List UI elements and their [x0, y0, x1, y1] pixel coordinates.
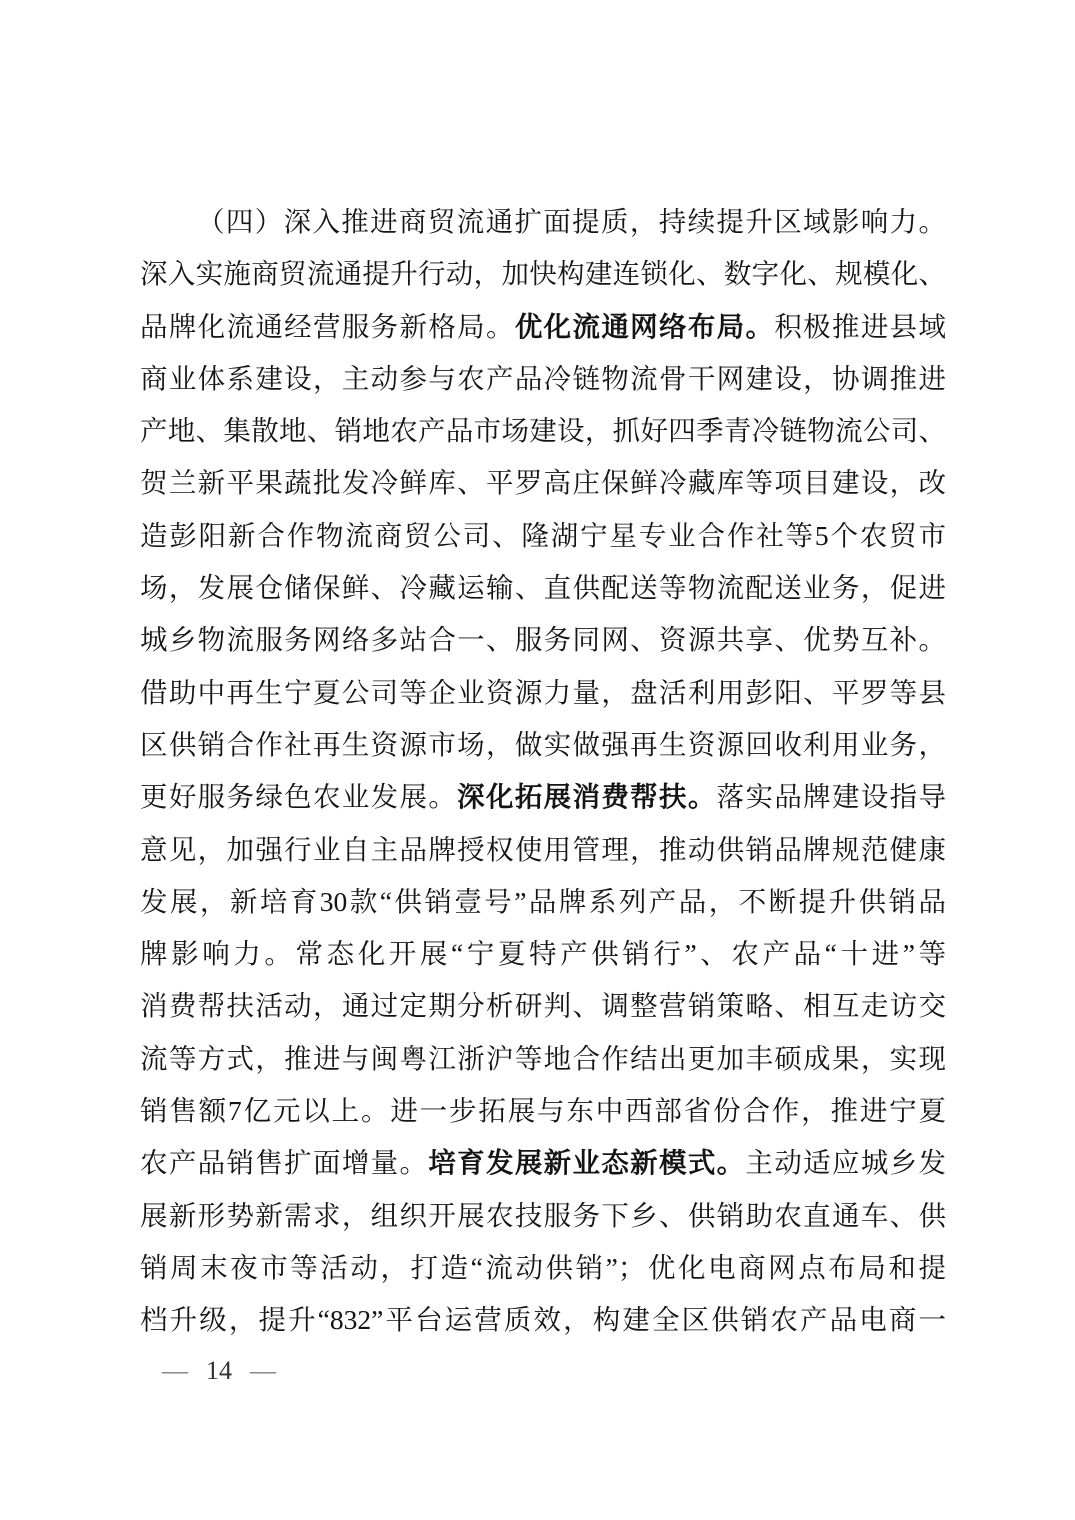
text-segment: 产地、集散地、销地农产品市场建设，抓好四季青冷链物流公司、: [140, 415, 946, 447]
body-text-line: [140, 1033, 946, 1085]
body-text-line: [140, 928, 946, 980]
body-text-line: [140, 405, 946, 457]
text-segment: 农产品销售扩面增量。: [140, 1147, 429, 1179]
body-text-line: [140, 1137, 946, 1189]
text-segment: 贺兰新平果蔬批发冷鲜库、平罗高庄保鲜冷藏库等项目建设，改: [140, 467, 946, 499]
footer-right-dash: —: [250, 1356, 276, 1385]
section-heading-line: [140, 196, 946, 248]
text-segment: 消费帮扶活动，通过定期分析研判、调整营销策略、相互走访交: [140, 990, 946, 1022]
text-segment: 城乡物流服务网络多站合一、服务同网、资源共享、优势互补。: [140, 624, 946, 656]
body-text-line: [140, 353, 946, 405]
body-text-line: [140, 301, 946, 353]
text-segment: 展新形势新需求，组织开展农技服务下乡、供销助农直通车、供: [140, 1199, 946, 1231]
body-text-line: [140, 248, 946, 300]
body-text-line: [140, 1242, 946, 1294]
body-text-line: [140, 1294, 946, 1346]
body-text-line: [140, 1085, 946, 1137]
text-segment: 销周末夜市等活动，打造“流动供销”；优化电商网点布局和提: [140, 1251, 946, 1283]
body-text-line: [140, 667, 946, 719]
text-segment: 落实品牌建设指导: [716, 781, 946, 813]
text-segment: 销售额7亿元以上。进一步拓展与东中西部省份合作，推进宁夏: [140, 1095, 946, 1127]
text-segment: 流等方式，推进与闽粤江浙沪等地合作结出更加丰硕成果，实现: [140, 1042, 946, 1074]
footer-left-dash: —: [162, 1356, 188, 1385]
text-segment: 牌影响力。常态化开展“宁夏特产供销行”、农产品“十进”等: [140, 938, 946, 970]
body-text-line: [140, 614, 946, 666]
page-footer: [162, 1351, 276, 1391]
text-segment: 场，发展仓储保鲜、冷藏运输、直供配送等物流配送业务，促进: [140, 572, 946, 604]
body-text-line: [140, 457, 946, 509]
page-number: 14: [206, 1356, 232, 1385]
text-segment: 借助中再生宁夏公司等企业资源力量，盘活利用彭阳、平罗等县: [140, 676, 946, 708]
text-segment: 积极推进县域: [774, 310, 946, 342]
body-text-line: [140, 980, 946, 1032]
bold-run-in-heading: 优化流通网络布局。: [514, 310, 775, 342]
text-segment: 造彭阳新合作物流商贸公司、隆湖宁星专业合作社等5个农贸市: [140, 519, 946, 551]
body-text-line: [140, 719, 946, 771]
bold-run-in-heading: 培育发展新业态新模式。: [428, 1147, 746, 1179]
document-body: [140, 196, 946, 1347]
body-text-line: [140, 510, 946, 562]
body-text-line: [140, 771, 946, 823]
text-segment: 发展，新培育30款“供销壹号”品牌系列产品，不断提升供销品: [140, 885, 946, 917]
text-segment: 深入实施商贸流通提升行动，加快构建连锁化、数字化、规模化、: [140, 258, 946, 290]
text-segment: 商业体系建设，主动参与农产品冷链物流骨干网建设，协调推进: [140, 362, 946, 394]
body-text-line: [140, 824, 946, 876]
body-text-line: [140, 876, 946, 928]
text-segment: 主动适应城乡发: [745, 1147, 946, 1179]
body-text-line: [140, 1190, 946, 1242]
text-segment: 区供销合作社再生资源市场，做实做强再生资源回收利用业务，: [140, 728, 946, 760]
text-segment: 档升级，提升“832”平台运营质效，构建全区供销农产品电商一: [140, 1304, 946, 1336]
bold-run-in-heading: 深化拓展消费帮扶。: [457, 781, 717, 813]
text-segment: 意见，加强行业自主品牌授权使用管理，推动供销品牌规范健康: [140, 833, 946, 865]
text-segment: （四）深入推进商贸流通扩面提质，持续提升区域影响力。: [197, 206, 946, 237]
text-segment: 品牌化流通经营服务新格局。: [140, 310, 515, 342]
text-segment: 更好服务绿色农业发展。: [140, 781, 458, 813]
body-text-line: [140, 562, 946, 614]
